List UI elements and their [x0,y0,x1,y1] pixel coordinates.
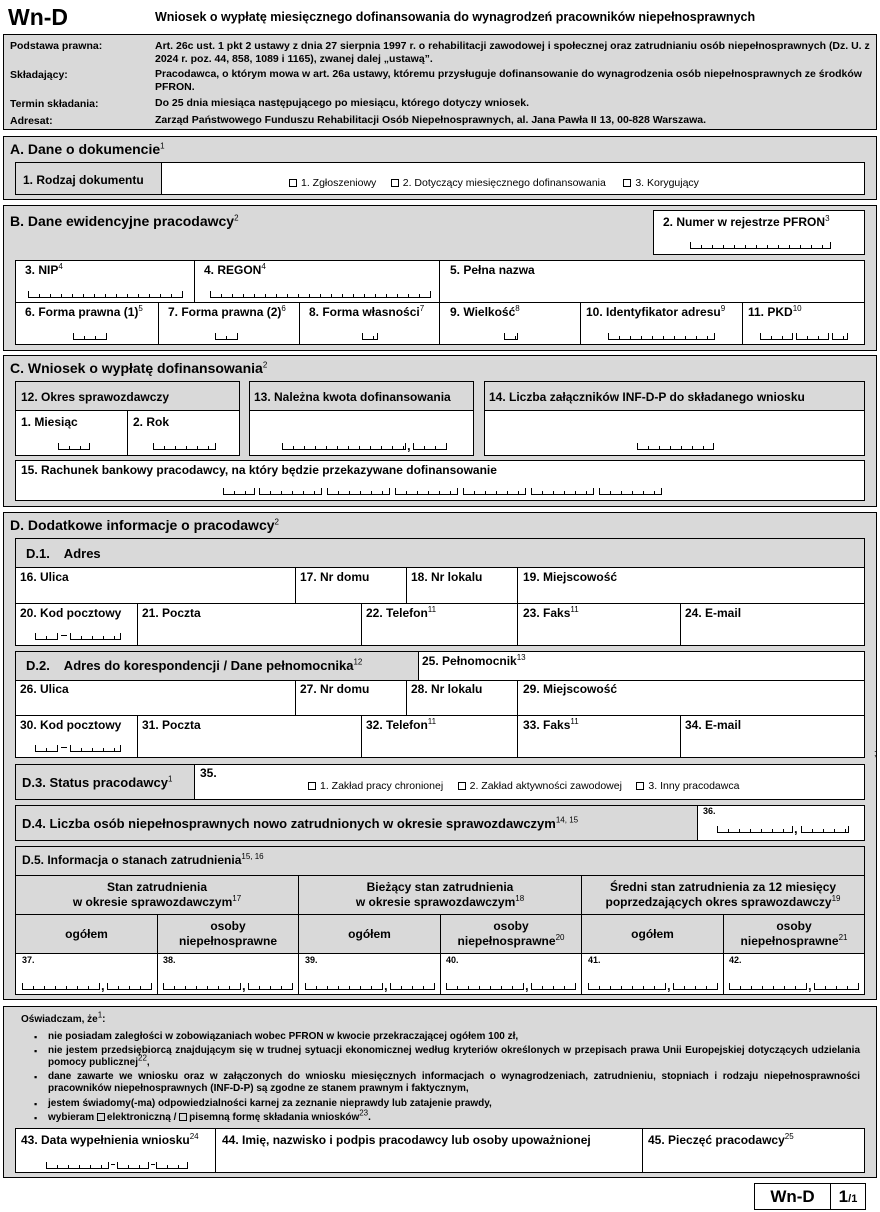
comb-amount-cents [413,443,447,450]
field-37-label: 37. [22,955,35,965]
sub-head-4-text: osoby niepełnosprawne$^{20}$ [457,919,565,948]
field-31-label: 31. Poczta [142,718,201,732]
section-b-title: B. Dane ewidencyjne pracodawcy$^2$ [10,213,239,229]
comb-38 [163,983,241,990]
comb-account-5 [463,488,526,495]
field-27-label: 27. Nr domu [300,682,370,696]
sub-head-3-text: ogółem [348,927,391,941]
amount-comma: , [407,438,411,453]
field-10-label: 10. Identyfikator adresu$^9$ [586,304,726,319]
declaration-3: ▪ dane zawarte we wniosku oraz w załączonych do wniosku miesięcznych informacjach o wynagrodzeniach, zatrudnieniu, stopniach i rodzaju niepełnosprawności pracowników niepełnosprawnych (INF-D-P) są zgodne ze stanem prawnym i faktycznym, [34,1071,860,1094]
comb-field-3 [28,291,183,298]
field-1-label: 1. Rodzaj dokumentu [23,173,144,187]
option-label: 2. Dotyczący miesięcznego dofinansowania [402,177,606,189]
d1-title: D.1. Adres [26,546,101,561]
d5-title: D.5. Informacja o stanach zatrudnienia$^{15, 16}$ [22,852,264,867]
field-44-label: 44. Imię, nazwisko i podpis pracodawcy lub osoby upoważnionej [222,1133,591,1147]
comb-field-4 [210,291,431,298]
field-3-label: 3. NIP$^4$ [25,262,63,277]
field-41-label: 41. [588,955,601,965]
field-30-label: 30. Kod pocztowy [20,718,122,732]
col-head-2-text: Bieżący stan zatrudnienia w okresie sprawozdawczym$^{18}$ [355,880,525,909]
zip2-dash [61,747,67,748]
comma-41: , [667,978,671,993]
comb-amount [282,443,406,450]
field-8-label: 8. Forma własności$^7$ [309,304,425,319]
declaration-4: ▪ jestem świadomy(-ma) odpowiedzialności karnej za zeznanie nieprawdy lub zatajenie prawdy, [34,1098,492,1109]
field-14-label: 14. Liczba załączników INF-D-P do składanego wniosku [489,390,805,404]
comb-account-4 [395,488,458,495]
field-21-label: 21. Poczta [142,606,201,620]
comb-account-6 [531,488,594,495]
comb-36-dec [801,826,849,833]
comb-field-11c [832,333,848,340]
comb-field-10 [608,333,715,340]
section-a-title: A. Dane o dokumencie$^1$ [10,141,165,157]
comb-account-2 [259,488,322,495]
declaration-1: ▪ nie posiadam zaległości w zobowiązaniach wobec PFRON w kwocie przekraczającej ogółem 100 zł, [34,1031,519,1042]
comb-40 [446,983,524,990]
deadline-label: Termin składania: [10,98,99,110]
checkbox-miesieczny[interactable] [391,179,399,187]
sub-head-1-text: ogółem [65,927,108,941]
checkbox-korygujacy[interactable] [623,179,631,187]
checkbox-zgloszeniowy[interactable] [289,179,297,187]
doc-type-options [289,173,709,191]
field-6-label: 6. Forma prawna $(1)^5$ [25,304,143,319]
field-26-label: 26. Ulica [20,682,69,696]
comb-field-8 [362,333,378,340]
field-12-year-label: 2. Rok [133,415,170,429]
d4-title: D.4. Liczba osób niepełnosprawnych nowo zatrudnionych w okresie sprawozdawczym$^{14, 15}$ [22,815,579,831]
section-d-title: D. Dodatkowe informacje o pracodawcy$^2$ [10,517,279,533]
field-25-label: 25. Pełnomocnik$^{13}$ [422,653,526,668]
addressee-text: Zarząd Państwowego Funduszu Rehabilitacji Osób Niepełnosprawnych, al. Jana Pawła II 13, 00-828 Warszawa. [155,114,707,126]
section-c-title: C. Wniosek o wypłatę dofinansowania$^2$ [10,360,268,376]
option-label: 3. Inny pracodawca [648,780,740,792]
field-13-label: 13. Należna kwota dofinansowania [254,390,451,404]
comb-zip-1 [35,633,58,640]
field-7-label: 7. Forma prawna $(2)^6$ [168,304,286,319]
field-36[interactable] [697,805,865,841]
field-5-label: 5. Pełna nazwa [450,263,535,277]
field-28-label: 28. Nr lokalu [411,682,483,696]
field-17-label: 17. Nr domu [300,570,370,584]
field-12-label: 12. Okres sprawozdawczy [21,390,170,404]
comb-date-day [156,1162,188,1169]
comb-field-2 [690,242,831,249]
declaration-5: ▪ wybieram elektroniczną / pisemną formę składania wniosków$^{23}$. [34,1108,371,1123]
comb-42 [729,983,807,990]
comb-36 [717,826,793,833]
checkbox-inny[interactable] [636,782,644,790]
comb-account-3 [327,488,390,495]
comb-month [58,443,90,450]
comb-zip2-2 [70,745,121,752]
addressee-label: Adresat: [10,115,53,127]
field-16-label: 16. Ulica [20,570,69,584]
comb-40-dec [531,983,576,990]
date-dash-2 [151,1164,155,1165]
comb-38-dec [248,983,293,990]
comb-field-11b [796,333,829,340]
comma-40: , [525,978,529,993]
col-head-3-text: Średni stan zatrudnienia za 12 miesięcy poprzedzających okres sprawozdawczy$^{19}$ [605,880,841,909]
checkbox-electronic[interactable] [97,1113,105,1121]
field-40-label: 40. [446,955,459,965]
field-38-label: 38. [163,955,176,965]
comb-zip2-1 [35,745,58,752]
comb-account-1 [223,488,255,495]
sub-head-2-text: osoby niepełnosprawne [178,919,278,948]
option-label: 3. Korygujący [635,177,699,189]
deadline-text: Do 25 dnia miesiąca następującego po miesiącu, którego dotyczy wniosek. [155,97,530,109]
comb-37-dec [107,983,152,990]
comma-37: , [101,978,105,993]
field-36-label: 36. [703,806,716,816]
field-35-label: 35. [200,766,217,780]
filer-text: Pracodawca, o którym mowa w art. 26a ustawy, któremu przysługuje dofinansowanie do wynagrodzenia osób niepełnosprawnych ze środków PFRON. [155,68,862,93]
comb-42-dec [814,983,859,990]
comma-36: , [794,821,798,836]
comb-field-11a [760,333,793,340]
field-33-label: 33. Faks$^{11}$ [523,717,579,732]
checkbox-zaz[interactable] [458,782,466,790]
comma-42: , [808,978,812,993]
status-options [308,776,749,794]
d2-title: D.2. Adres do korespondencji / Dane pełnomocnika$^{12}$ [26,657,363,673]
field-9-label: 9. Wielkość$^8$ [450,304,520,319]
d1-header [15,538,865,568]
field-18-label: 18. Nr lokalu [411,570,483,584]
comb-year [153,443,216,450]
comma-38: , [242,978,246,993]
declaration-2: ▪ nie jestem przedsiębiorcą znajdującym się w trudnej sytuacji ekonomicznej według kryteriów określonych w przepisach prawa Unii Europejskiej dotyczących udzielania pomocy publicznej$^{22}$, [34,1045,860,1068]
footer-code: Wn-D [770,1187,815,1206]
checkbox-zpch[interactable] [308,782,316,790]
field-42-label: 42. [729,955,742,965]
footer-page: 1/1 [838,1187,858,1206]
option-label: 1. Zgłoszeniowy [301,177,377,189]
field-4-label: 4. REGON$^4$ [204,262,266,277]
checkbox-paper[interactable] [179,1113,187,1121]
date-dash-1 [111,1164,115,1165]
comb-date-day-year [46,1162,109,1169]
comb-zip-2 [70,633,121,640]
d3-title: D.3. Status pracodawcy$^1$ [22,774,173,790]
filer-label: Składający: [10,69,68,81]
sub-head-6-text: osoby niepełnosprawne$^{21}$ [740,919,848,948]
field-43-label: 43. Data wypełnienia wniosku$^{24}$ [21,1132,199,1147]
comb-field-9 [504,333,518,340]
comb-37 [22,983,100,990]
comb-date-month [117,1162,149,1169]
option-label: 2. Zakład aktywności zawodowej [469,780,622,792]
field-20-label: 20. Kod pocztowy [20,606,122,620]
comb-attachments [637,443,714,450]
field-39-label: 39. [305,955,318,965]
field-32-label: 32. Telefon$^{11}$ [366,717,437,732]
comb-41 [588,983,666,990]
form-title: Wniosek o wypłatę miesięcznego dofinansowania do wynagrodzeń pracowników niepełnosprawnych [155,10,756,24]
basis-text: Art. 26c ust. 1 pkt 2 ustawy z dnia 27 sierpnia 1997 r. o rehabilitacji zawodowej i społecznej oraz zatrudnianiu osób niepełnosprawnych (Dz. U. z 2024 r. poz. 44, 858, 1089 i 1165), zwanej dalej „ustawą”. [155,40,870,65]
field-29-label: 29. Miejscowość [523,682,618,696]
field-12-month-label: 1. Miesiąc [21,415,78,429]
field-19-label: 19. Miejscowość [523,570,618,584]
sub-head-5-text: ogółem [631,927,674,941]
comb-39-dec [390,983,435,990]
field-22-label: 22. Telefon$^{11}$ [366,605,437,620]
form-code: Wn-D [8,4,69,30]
field-24-label: 24. E-mail [685,606,742,620]
comb-field-7 [215,333,238,340]
comb-39 [305,983,383,990]
margin-mark: ; [874,748,877,758]
comma-39: , [384,978,388,993]
declaration-title: Oświadczam, $że^1$: [21,1010,106,1025]
field-15-label: 15. Rachunek bankowy pracodawcy, na który będzie przekazywane dofinansowanie [21,463,497,477]
comb-41-dec [673,983,718,990]
zip-dash [61,635,67,636]
field-2-label: 2. Numer w rejestrze PFRON$^3$ [663,214,830,229]
option-label: 1. Zakład pracy chronionej [320,780,444,792]
field-34-label: 34. E-mail [685,718,742,732]
col-head-1-text: Stan zatrudnienia w okresie sprawozdawczym$^{17}$ [72,880,242,909]
basis-label: Podstawa prawna: [10,40,103,52]
field-23-label: 23. Faks$^{11}$ [523,605,579,620]
field-45-label: 45. Pieczęć pracodawcy$^{25}$ [648,1132,794,1147]
comb-account-7 [599,488,662,495]
field-11-label: 11. PKD$^{10}$ [748,304,802,319]
comb-field-6 [73,333,107,340]
